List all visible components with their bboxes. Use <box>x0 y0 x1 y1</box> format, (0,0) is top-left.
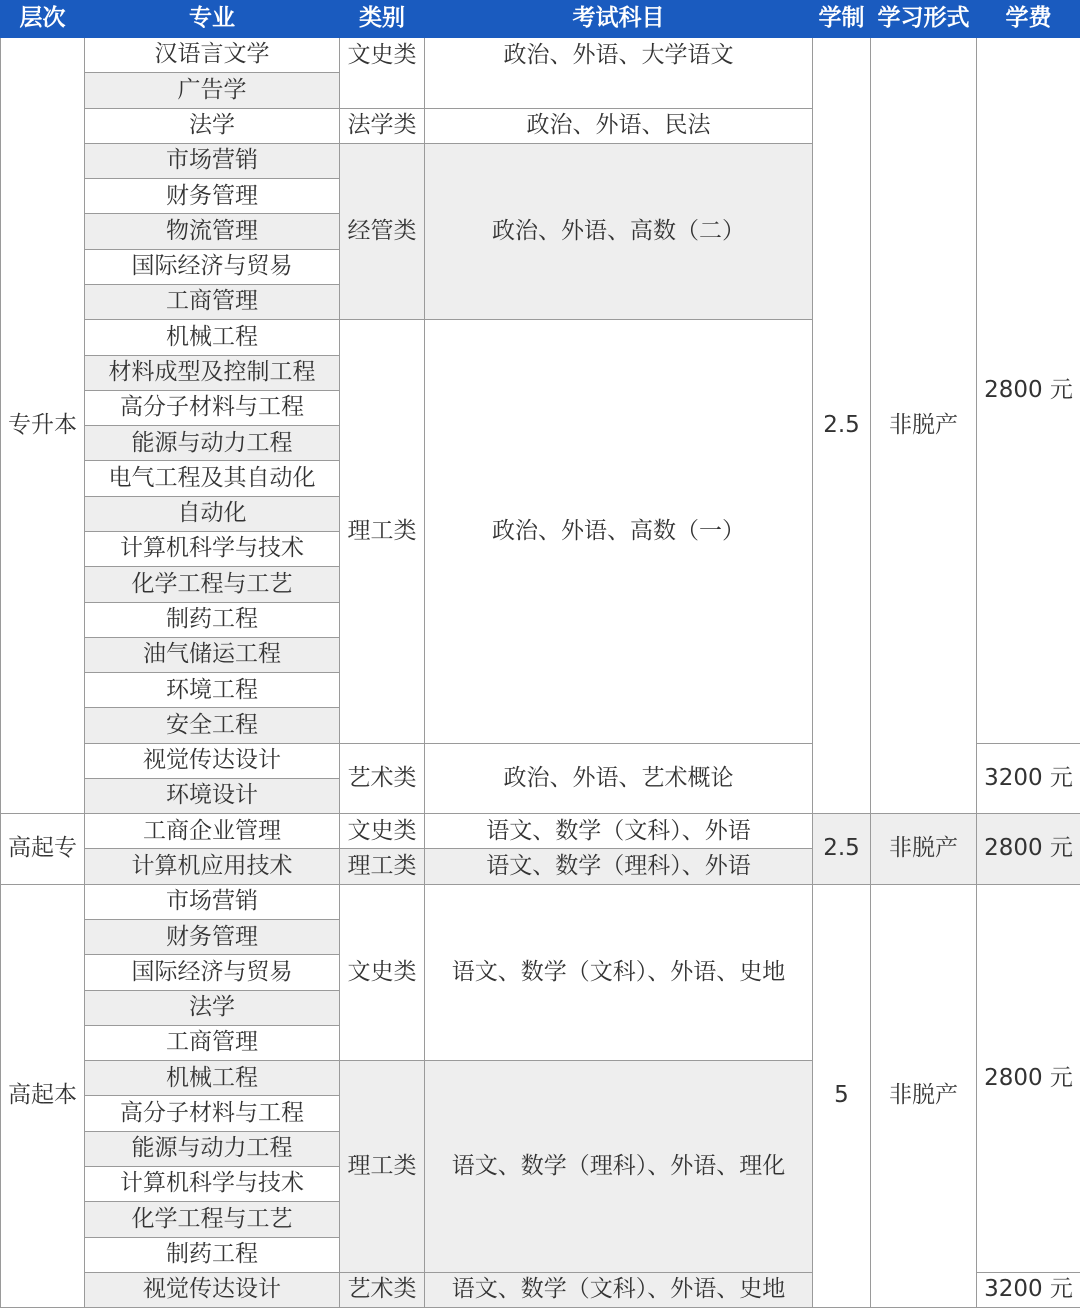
fee-cell: 3200 元 <box>977 1272 1080 1307</box>
category-cell: 经管类 <box>340 143 425 319</box>
major-cell: 计算机科学与技术 <box>85 531 340 566</box>
major-cell: 环境工程 <box>85 673 340 708</box>
category-cell: 艺术类 <box>340 1272 425 1307</box>
major-cell: 法学 <box>85 990 340 1025</box>
header-duration: 学制 <box>813 1 871 38</box>
major-cell: 工商管理 <box>85 284 340 319</box>
major-cell: 工商管理 <box>85 1025 340 1060</box>
header-study-mode: 学习形式 <box>871 1 977 38</box>
table-row <box>1 884 1080 919</box>
major-cell: 物流管理 <box>85 214 340 249</box>
study-mode-cell: 非脱产 <box>871 38 977 814</box>
header-row <box>1 1 1080 38</box>
header-category: 类别 <box>340 1 425 38</box>
major-cell: 机械工程 <box>85 320 340 355</box>
header-level: 层次 <box>1 1 85 38</box>
major-cell: 市场营销 <box>85 884 340 919</box>
duration-cell: 2.5 <box>813 814 871 885</box>
major-cell: 能源与动力工程 <box>85 1131 340 1166</box>
fee-cell: 2800 元 <box>977 814 1080 885</box>
major-cell: 安全工程 <box>85 708 340 743</box>
major-cell: 国际经济与贸易 <box>85 249 340 284</box>
major-cell: 化学工程与工艺 <box>85 1202 340 1237</box>
subjects-cell: 语文、数学（理科）、外语、理化 <box>425 1061 813 1273</box>
table-row <box>1 38 1080 73</box>
subjects-cell: 政治、外语、民法 <box>425 108 813 143</box>
category-cell: 文史类 <box>340 38 425 109</box>
category-cell: 法学类 <box>340 108 425 143</box>
major-cell: 材料成型及控制工程 <box>85 355 340 390</box>
category-cell: 理工类 <box>340 849 425 884</box>
major-cell: 国际经济与贸易 <box>85 955 340 990</box>
header-major: 专业 <box>85 1 340 38</box>
category-cell: 理工类 <box>340 320 425 743</box>
major-cell: 工商企业管理 <box>85 814 340 849</box>
header-fee: 学费 <box>977 1 1080 38</box>
fee-cell: 2800 元 <box>977 884 1080 1272</box>
major-cell: 汉语言文学 <box>85 38 340 73</box>
subjects-cell: 政治、外语、大学语文 <box>425 38 813 109</box>
level-cell: 高起专 <box>1 814 85 885</box>
subjects-cell: 语文、数学（文科）、外语、史地 <box>425 884 813 1060</box>
duration-cell: 2.5 <box>813 38 871 814</box>
major-cell: 视觉传达设计 <box>85 743 340 778</box>
major-cell: 机械工程 <box>85 1061 340 1096</box>
major-cell: 能源与动力工程 <box>85 426 340 461</box>
category-cell: 文史类 <box>340 884 425 1060</box>
subjects-cell: 语文、数学（文科）、外语、史地 <box>425 1272 813 1307</box>
subjects-cell: 语文、数学（文科）、外语 <box>425 814 813 849</box>
major-cell: 环境设计 <box>85 778 340 813</box>
table-row <box>1 814 1080 849</box>
subjects-cell: 政治、外语、高数（一） <box>425 320 813 743</box>
level-cell: 专升本 <box>1 38 85 814</box>
category-cell: 理工类 <box>340 1061 425 1273</box>
subjects-cell: 政治、外语、高数（二） <box>425 143 813 319</box>
major-cell: 市场营销 <box>85 143 340 178</box>
major-cell: 高分子材料与工程 <box>85 390 340 425</box>
duration-cell: 5 <box>813 884 871 1307</box>
major-cell: 广告学 <box>85 73 340 108</box>
major-cell: 自动化 <box>85 496 340 531</box>
major-cell: 油气储运工程 <box>85 637 340 672</box>
major-cell: 计算机科学与技术 <box>85 1167 340 1202</box>
major-cell: 计算机应用技术 <box>85 849 340 884</box>
header-subjects: 考试科目 <box>425 1 813 38</box>
fee-cell: 3200 元 <box>977 743 1080 814</box>
category-cell: 艺术类 <box>340 743 425 814</box>
major-cell: 财务管理 <box>85 179 340 214</box>
level-cell: 高起本 <box>1 884 85 1307</box>
subjects-cell: 政治、外语、艺术概论 <box>425 743 813 814</box>
fee-cell: 2800 元 <box>977 38 1080 744</box>
category-cell: 文史类 <box>340 814 425 849</box>
study-mode-cell: 非脱产 <box>871 884 977 1307</box>
major-cell: 高分子材料与工程 <box>85 1096 340 1131</box>
major-cell: 法学 <box>85 108 340 143</box>
major-cell: 财务管理 <box>85 920 340 955</box>
study-mode-cell: 非脱产 <box>871 814 977 885</box>
major-cell: 制药工程 <box>85 1237 340 1272</box>
subjects-cell: 语文、数学（理科）、外语 <box>425 849 813 884</box>
major-cell: 电气工程及其自动化 <box>85 461 340 496</box>
major-cell: 制药工程 <box>85 602 340 637</box>
major-cell: 视觉传达设计 <box>85 1272 340 1307</box>
major-cell: 化学工程与工艺 <box>85 567 340 602</box>
